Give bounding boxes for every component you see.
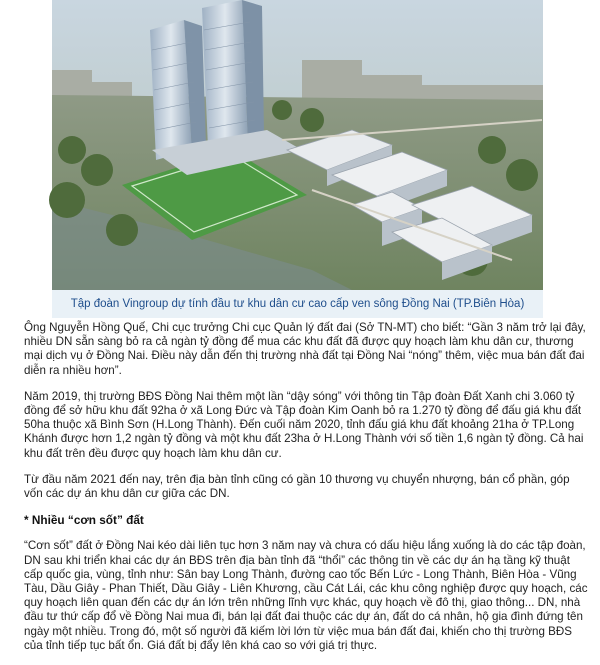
news-figure — [52, 0, 543, 318]
paragraph-4: “Cơn sốt” đất ở Đồng Nai kéo dài liên tục hơn 3 năm nay và chưa có dấu hiệu lắng xuống là do các tập đoàn, DN sau khi triển khai các dự án BĐS trên địa bàn tỉnh đã “thổi” các thông tin về các dự án hạ tầng kỹ thuật cấp quốc gia, vùng, tỉnh như: Sân bay Long Thành, đường cao tốc Bến Lức - Long Thành, Biên Hòa - Vũng Tàu, Dầu Giây - Phan Thiết, Dầu Giây - Liên Khương, cầu Cát Lái, các khu công nghiệp được quy hoạch, các quy hoạch liên quan đến các dự án lớn trên những lĩnh vực khác, quy hoạch về đô thị, giao thông... DN, nhà đầu tư thứ cấp đổ về Đồng Nai mua đi, bán lại đất đai thuộc các dự án, đất do cá nhân, hộ gia đình đứng tên ngày một nhiều. Trong đó, một số người đã kiếm lời lớn từ việc mua bán đất đai, khiến cho thị trường BĐS của tỉnh tiếp tục bất ổn. Giá đất bị đẩy lên khá cao so với giá trị thực. — [24, 539, 588, 652]
paragraph-3: Từ đầu năm 2021 đến nay, trên địa bàn tỉnh cũng có gần 10 thương vụ chuyển nhượng, bán cổ phần, góp vốn các dự án khu dân cư giữa các DN. — [24, 472, 570, 501]
paragraph-2: Năm 2019, thị trường BĐS Đồng Nai thêm một lần “dậy sóng” với thông tin Tập đoàn Đất Xanh chi 3.060 tỷ đồng để sở hữu khu đất 92ha ở xã Long Đức và Tập đoàn Kim Oanh bỏ ra 1.270 tỷ đồng để đấu giá khu đất 50ha thuộc xã Bình Sơn (H.Long Thành). Đến cuối năm 2020, tỉnh đấu giá khu đất khoảng 21ha ở TP.Long Khánh được hơn 1,2 ngàn tỷ đồng và một khu đất 23ha ở H.Long Thành với số tiền 1,6 ngàn tỷ đồng. Cả hai khu đất trên đều được quy hoạch làm khu dân cư. — [24, 389, 584, 460]
aerial-rendering-image — [52, 0, 543, 290]
figure-caption: Tập đoàn Vingroup dự tính đầu tư khu dân cư cao cấp ven sông Đồng Nai (TP.Biên Hòa) — [70, 298, 525, 310]
paragraph-1: Ông Nguyễn Hồng Quế, Chi cục trưởng Chi cục Quản lý đất đai (Sở TN-MT) cho biết: “Gần 3 năm trở lại đây, nhiều DN sẵn sàng bỏ ra cả ngàn tỷ đồng để mua các khu đất đã được quy hoạch làm khu dân cư, thương mại dịch vụ ở Đồng Nai. Điều này dẫn đến thị trường nhà đất tại Đồng Nai “nóng” thêm, việc mua bán đất đai diễn ra nhiều hơn”. — [24, 321, 586, 377]
section-heading: * Nhiều “cơn sốt” đất — [24, 513, 144, 528]
article-body — [24, 321, 590, 665]
